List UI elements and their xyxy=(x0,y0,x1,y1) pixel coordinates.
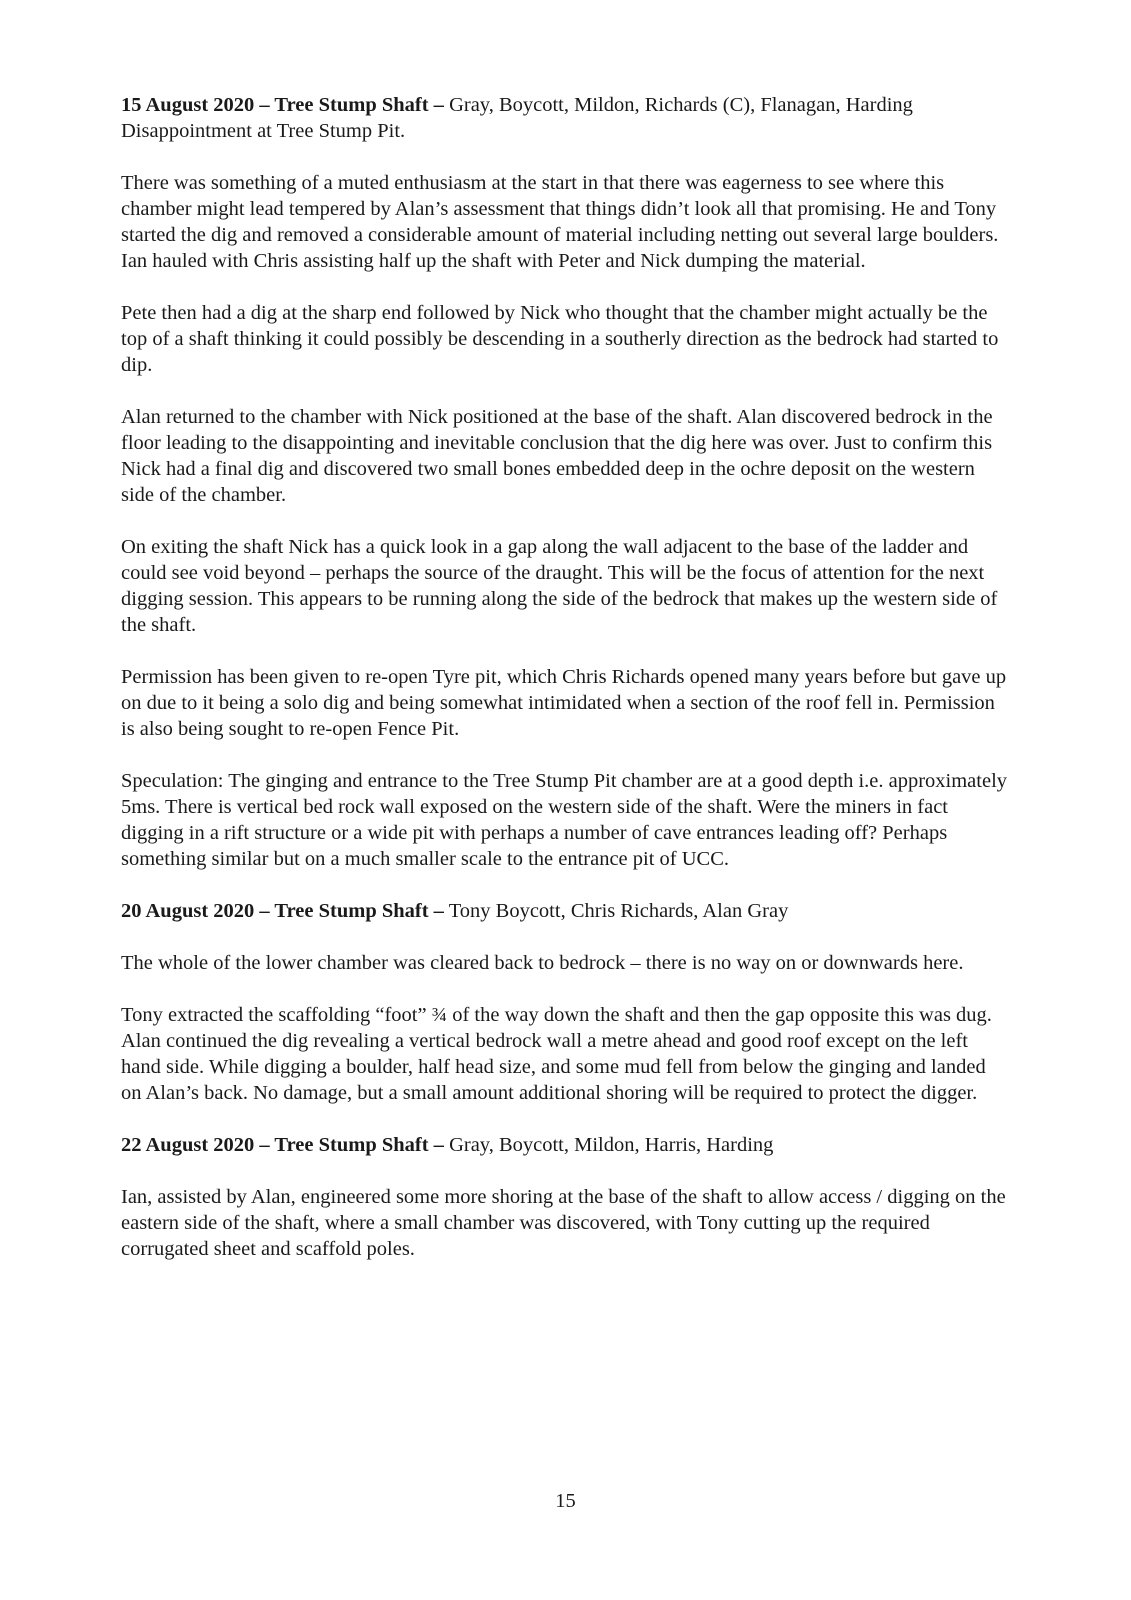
entry-date: 15 August 2020 xyxy=(121,94,255,116)
entry-paragraph: There was something of a muted enthusiasm at the start in that there was eagerness to see where this chamber might lead tempered by Alan’s assessment that things didn’t look all that promising. He and Tony started the dig and removed a considerable amount of material including netting out several large boulders. Ian hauled with Chris assisting half up the shaft with Peter and Nick dumping the material. xyxy=(121,172,999,272)
entry-heading xyxy=(121,92,1011,118)
entry-site: Tree Stump Shaft – xyxy=(274,900,444,922)
entry-paragraph: On exiting the shaft Nick has a quick look in a gap along the wall adjacent to the base of the ladder and could see void beyond – perhaps the source of the draught. This will be the focus of attention for the next digging session. This appears to be running along the side of the bedrock that makes up the western side of the shaft. xyxy=(121,536,998,636)
log-entry xyxy=(121,1132,1011,1262)
entry-date: 22 August 2020 xyxy=(121,1134,255,1156)
page-number: 15 xyxy=(555,1490,576,1512)
log-entry xyxy=(121,898,1011,1106)
entry-site: Tree Stump Shaft – xyxy=(274,94,444,116)
entry-dash: – xyxy=(254,900,275,922)
entry-site: Tree Stump Shaft – xyxy=(274,1134,444,1156)
entry-paragraph: Tony extracted the scaffolding “foot” ¾ of the way down the shaft and then the gap opposite this was dug. Alan continued the dig revealing a vertical bedrock wall a metre ahead and good roof except on the left hand side. While digging a boulder, half head size, and some mud fell from below the ginging and landed on Alan’s back. No damage, but a small amount additional shoring will be required to protect the digger. xyxy=(121,1004,992,1104)
entry-paragraph: Pete then had a dig at the sharp end followed by Nick who thought that the chamber might actually be the top of a shaft thinking it could possibly be descending in a southerly direction as the bedrock had started to dip. xyxy=(121,302,999,376)
entry-attendees: Tony Boycott, Chris Richards, Alan Gray xyxy=(443,900,789,922)
document-page xyxy=(121,92,1011,1288)
entry-paragraph: Speculation: The ginging and entrance to the Tree Stump Pit chamber are at a good depth i.e. approximately 5ms. There is vertical bed rock wall exposed on the western side of the shaft. Were the miners in fact digging in a rift structure or a wide pit with perhaps a number of cave entrances leading off? Perhaps something similar but on a much smaller scale to the entrance pit of UCC. xyxy=(121,770,1008,870)
entry-paragraph: Alan returned to the chamber with Nick positioned at the base of the shaft. Alan discovered bedrock in the floor leading to the disappointing and inevitable conclusion that the dig here was over. Just to confirm this Nick had a final dig and discovered two small bones embedded deep in the ochre deposit on the western side of the chamber. xyxy=(121,406,993,506)
entry-date: 20 August 2020 xyxy=(121,900,255,922)
entry-paragraph: Ian, assisted by Alan, engineered some more shoring at the base of the shaft to allow access / digging on the eastern side of the shaft, where a small chamber was discovered, with Tony cutting up the required corrugated sheet and scaffold poles. xyxy=(121,1186,1006,1260)
entry-attendees: Gray, Boycott, Mildon, Harris, Harding xyxy=(443,1134,774,1156)
entry-attendees: Gray, Boycott, Mildon, Richards (C), Flanagan, Harding xyxy=(443,94,913,116)
entry-dash: – xyxy=(254,1134,275,1156)
entry-paragraph: Permission has been given to re-open Tyre pit, which Chris Richards opened many years before but gave up on due to it being a solo dig and being somewhat intimidated when a section of the roof fell in. Permission is also being sought to re-open Fence Pit. xyxy=(121,666,1007,740)
entry-heading xyxy=(121,898,1011,924)
entry-paragraph: The whole of the lower chamber was cleared back to bedrock – there is no way on or downwards here. xyxy=(121,952,964,974)
log-entry xyxy=(121,92,1011,872)
entry-heading xyxy=(121,1132,1011,1158)
entry-dash: – xyxy=(254,94,275,116)
entry-subtitle: Disappointment at Tree Stump Pit. xyxy=(121,120,406,142)
